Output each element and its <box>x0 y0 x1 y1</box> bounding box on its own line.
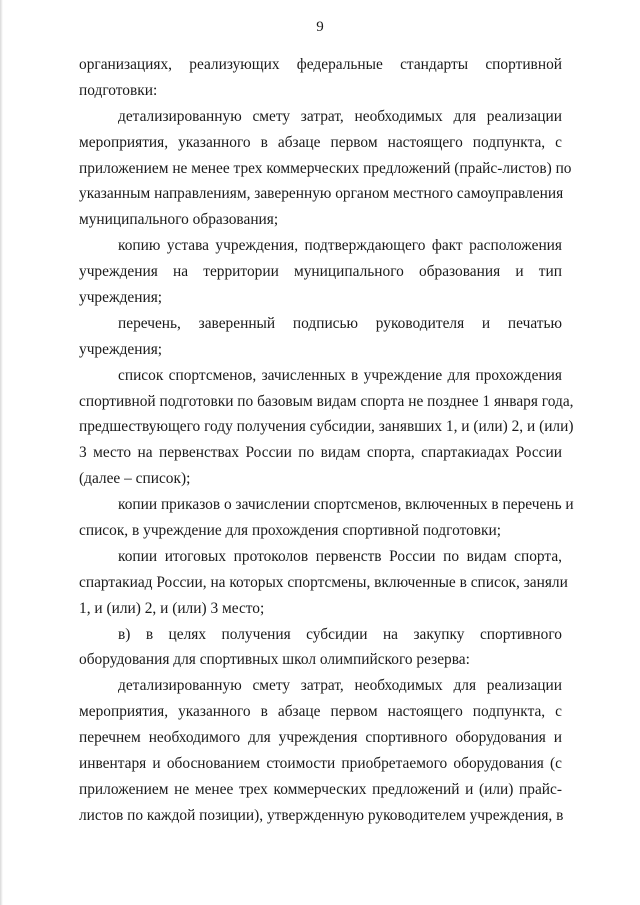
paragraph <box>79 622 562 674</box>
text-line: 3 место на первенствах России по видам спорта, спартакиадах России <box>79 444 562 462</box>
paragraph <box>79 544 568 622</box>
text-line: подготовки: <box>79 81 158 99</box>
text-line: копии итоговых протоколов первенств России по видам спорта, <box>118 547 562 565</box>
text-line: оборудования для спортивных школ олимпийского резерва: <box>79 651 470 669</box>
text-line: список спортсменов, зачисленных в учреждение для прохождения <box>118 366 562 384</box>
document-body <box>79 52 574 829</box>
paragraph <box>79 52 562 104</box>
text-line: спартакиад России, на которых спортсмены, включенные в список, заняли <box>79 573 568 591</box>
text-line: муниципального образования; <box>79 211 279 229</box>
text-line: указанным направлениям, заверенную органом местного самоуправления <box>79 185 564 203</box>
text-line: копию устава учреждения, подтверждающего факт расположения <box>118 237 562 255</box>
text-line: 1, и (или) 2, и (или) 3 место; <box>79 599 265 617</box>
text-line: перечнем необходимого для учреждения спортивного оборудования и <box>79 729 562 747</box>
text-line: спортивной подготовки по базовым видам спорта не позднее 1 января года, <box>79 392 574 410</box>
paragraph <box>79 673 562 828</box>
text-line: мероприятия, указанного в абзаце первом настоящего подпункта, с <box>79 133 562 151</box>
paragraph <box>79 233 562 311</box>
page-number: 9 <box>316 19 324 35</box>
text-line: копии приказов о зачислении спортсменов, включенных в перечень и <box>118 496 574 514</box>
text-line: предшествующего году получения субсидии, занявших 1, и (или) 2, и (или) <box>79 418 574 436</box>
paragraph <box>79 363 574 492</box>
paragraph <box>79 104 572 233</box>
text-line: листов по каждой позиции), утвержденную руководителем учреждения, в <box>79 806 564 824</box>
text-line: мероприятия, указанного в абзаце первом настоящего подпункта, с <box>79 703 562 721</box>
text-line: учреждения на территории муниципального образования и тип <box>79 263 562 281</box>
text-line: детализированную смету затрат, необходимых для реализации <box>118 107 562 125</box>
paragraph <box>79 311 562 363</box>
text-line: (далее – список); <box>79 470 191 488</box>
text-line: приложением не менее трех коммерческих предложений и (или) прайс- <box>79 780 562 798</box>
text-line: учреждения; <box>79 340 163 358</box>
text-line: перечень, заверенный подписью руководителя и печатью <box>118 314 562 332</box>
text-line: учреждения; <box>79 289 163 307</box>
text-line: приложением не менее трех коммерческих предложений (прайс-листов) по <box>79 159 572 177</box>
text-line: инвентаря и обоснованием стоимости приобретаемого оборудования (с <box>79 755 562 773</box>
paragraph <box>79 492 574 544</box>
text-line: детализированную смету затрат, необходимых для реализации <box>118 677 562 695</box>
text-line: организациях, реализующих федеральные стандарты спортивной <box>79 56 562 73</box>
scan-edge-shadow <box>0 0 3 905</box>
text-line: в) в целях получения субсидии на закупку спортивного <box>118 625 562 643</box>
text-line: список, в учреждение для прохождения спортивной подготовки; <box>79 522 502 540</box>
